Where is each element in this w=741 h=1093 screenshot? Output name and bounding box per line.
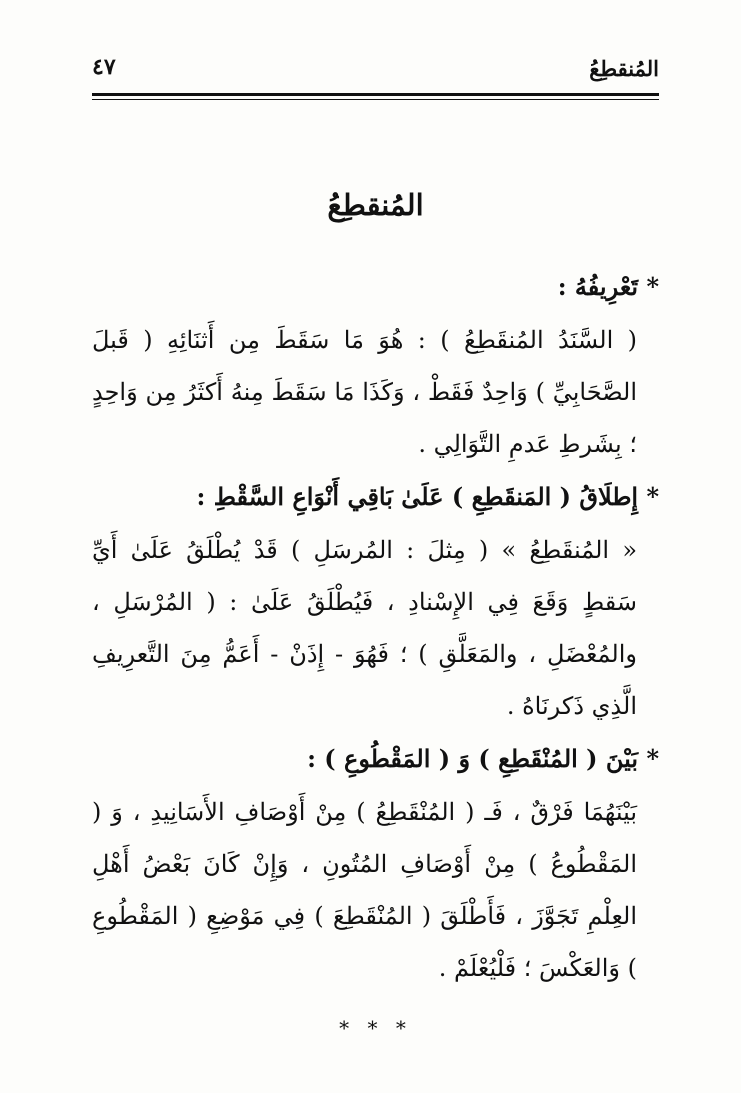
- section-heading: * إِطلَاقُ ( المَنقَطِعِ ) عَلَىٰ بَاقِي أَنْوَاعِ السَّقْطِ :: [196, 482, 659, 511]
- running-header: [92, 48, 659, 88]
- running-title: المُنقطِعُ: [589, 56, 659, 81]
- header-rule-thin: [92, 99, 659, 100]
- page-content: [92, 180, 659, 1040]
- section-paragraph: « المُنقَطِعُ » ( مِثلَ : المُرسَلِ ) قَدْ يُطْلَقُ عَلَىٰ أَيِّ سَقطٍ وَقَعَ فِي الإِسْنادِ ، فَيُطْلَقُ عَلَىٰ : ( المُرْسَلِ ، والمُعْضَلِ ، والمَعَلَّقِ ) ؛ فَهُوَ - إِذَنْ - أَعَمُّ مِنَ التَّعرِيفِ الَّذِي ذَكرنَاهُ .: [92, 536, 637, 720]
- section-separator: * * *: [339, 1016, 412, 1040]
- chapter-title: المُنقطِعُ: [327, 188, 424, 222]
- section-paragraph: ( السَّنَدُ المُنقَطِعُ ) : هُوَ مَا سَقَطَ مِن أَثنَائِهِ ( قَبلَ الصَّحَابِيِّ ) وَاحِدٌ فَقَطْ ، وَكَذَا مَا سَقَطَ مِنهُ أَكثَرُ مِن وَاحِدٍ ؛ بِشَرطِ عَدمِ التَّوَالِي .: [92, 326, 638, 458]
- header-rule-thick: [92, 93, 659, 96]
- section-heading: * بَيْنَ ( المُنْقَطِعِ ) وَ ( المَقْطُوعِ ) :: [307, 744, 659, 773]
- section-general-usage: [92, 470, 659, 732]
- section-definition: [92, 260, 659, 470]
- page-number: ٤٧: [92, 54, 116, 80]
- section-paragraph: بَيْنَهُمَا فَرْقٌ ، فَـ ( المُنْقَطِعُ ) مِنْ أَوْصَافِ الأَسَانِيدِ ، وَ ( المَقْطُوعُ ) مِنْ أَوْصَافِ المُتُونِ ، وَإِنْ كَانَ بَعْضُ أَهْلِ العِلْمِ تَجَوَّزَ ، فَأَطْلَقَ ( المُنْقَطِعَ ) فِي مَوْضِعِ ( المَقْطُوعِ ) وَالعَكْسَ ؛ فَلْيُعْلَمْ .: [92, 798, 637, 982]
- section-heading: * تَعْرِيفُهُ :: [557, 272, 659, 301]
- section-difference: [92, 732, 659, 994]
